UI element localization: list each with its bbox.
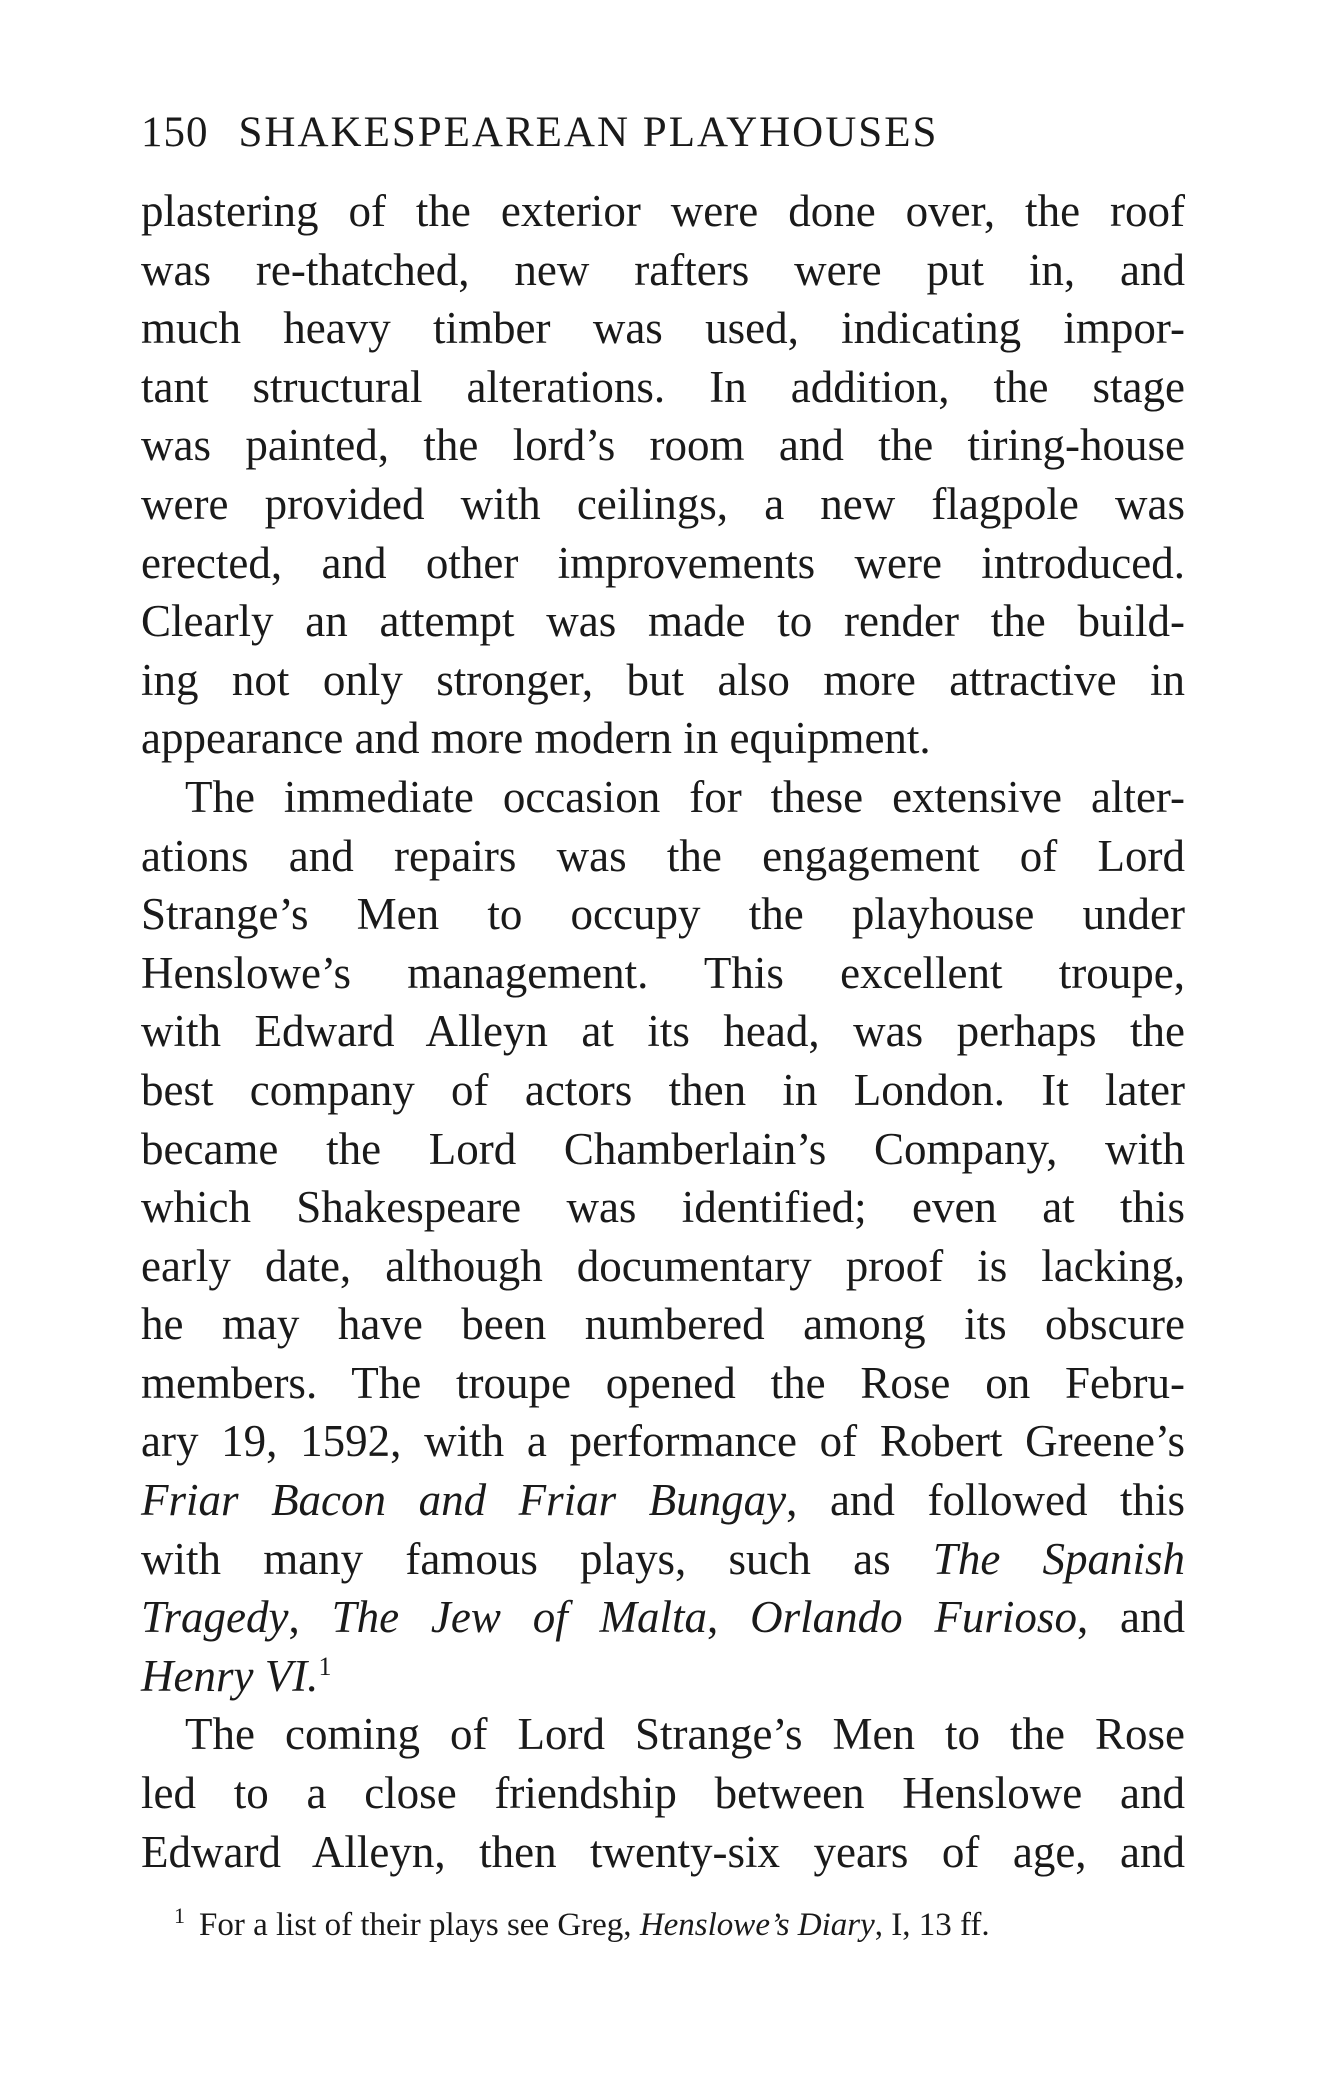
text-fragment: , and [1076, 1592, 1185, 1643]
text-line: was painted, the lord’s room and the tiring-house [141, 420, 1185, 471]
paragraph-2 [141, 768, 1185, 1706]
text-line: plastering of the exterior were done over, the roof [141, 186, 1185, 236]
page-number: 150 [141, 109, 209, 156]
text-line: appearance and more modern in equipment. [141, 713, 931, 764]
text-line: early date, although documentary proof is lacking, [141, 1240, 1185, 1291]
footnote [174, 1903, 990, 1944]
text-fragment: , and followed this [786, 1475, 1186, 1526]
play-title: The Jew of Malta [331, 1592, 708, 1643]
text-line: Henslowe’s management. This excellent troupe, [141, 947, 1185, 998]
text-line: tant structural alterations. In addition, the stage [141, 361, 1185, 412]
text-line [141, 1588, 1185, 1647]
text-fragment: with many famous plays, such as [141, 1533, 933, 1584]
text-line: The immediate occasion for these extensive alter- [185, 771, 1185, 822]
text-line: Edward Alleyn, then twenty-six years of age, and [141, 1826, 1185, 1877]
text-line: members. The troupe opened the Rose on Febru- [141, 1357, 1185, 1408]
footnote-text: For a list of their plays see Greg, [199, 1907, 640, 1943]
text-line: Clearly an attempt was made to render the build- [141, 596, 1185, 647]
play-title: Henry VI. [141, 1650, 319, 1701]
play-title: Tragedy [141, 1592, 289, 1643]
text-fragment: , [288, 1592, 332, 1643]
text-line: ing not only stronger, but also more attractive in [141, 654, 1185, 705]
footnote-reference: 1 [318, 1651, 332, 1681]
footnote-text: , I, 13 ff. [874, 1907, 990, 1943]
text-line: he may have been numbered among its obscure [141, 1299, 1185, 1350]
text-line: ary 19, 1592, with a performance of Robert Greene’s [141, 1416, 1185, 1467]
text-line: Strange’s Men to occupy the playhouse under [141, 889, 1185, 940]
text-line [141, 1471, 1185, 1530]
play-title: The Spanish [932, 1533, 1185, 1584]
text-line: led to a close friendship between Henslowe and [141, 1768, 1185, 1819]
book-page [141, 108, 1185, 1881]
text-fragment: , [707, 1592, 751, 1643]
play-title: Orlando Furioso [750, 1592, 1077, 1643]
text-line: much heavy timber was used, indicating impor- [141, 303, 1185, 354]
paragraph-1 [141, 182, 1185, 768]
paragraph-3 [141, 1705, 1185, 1881]
text-line [141, 1530, 1185, 1589]
page-header [141, 108, 1185, 182]
text-line: became the Lord Chamberlain’s Company, with [141, 1123, 1185, 1174]
text-line [141, 1647, 1185, 1706]
running-title: SHAKESPEAREAN PLAYHOUSES [238, 109, 939, 156]
text-line: with Edward Alleyn at its head, was perhaps the [141, 1006, 1185, 1057]
text-line: erected, and other improvements were introduced. [141, 537, 1185, 588]
text-line: ations and repairs was the engagement of Lord [141, 830, 1185, 881]
book-title: Henslowe’s Diary [639, 1907, 875, 1943]
text-line: which Shakespeare was identified; even at this [141, 1182, 1185, 1233]
text-line: was re-thatched, new rafters were put in, and [141, 244, 1185, 295]
text-line: The coming of Lord Strange’s Men to the Rose [185, 1709, 1185, 1760]
footnote-mark: 1 [174, 1903, 185, 1928]
text-line: best company of actors then in London. It later [141, 1064, 1185, 1115]
text-line: were provided with ceilings, a new flagpole was [141, 478, 1185, 529]
play-title: Friar Bacon and Friar Bungay [141, 1475, 787, 1526]
